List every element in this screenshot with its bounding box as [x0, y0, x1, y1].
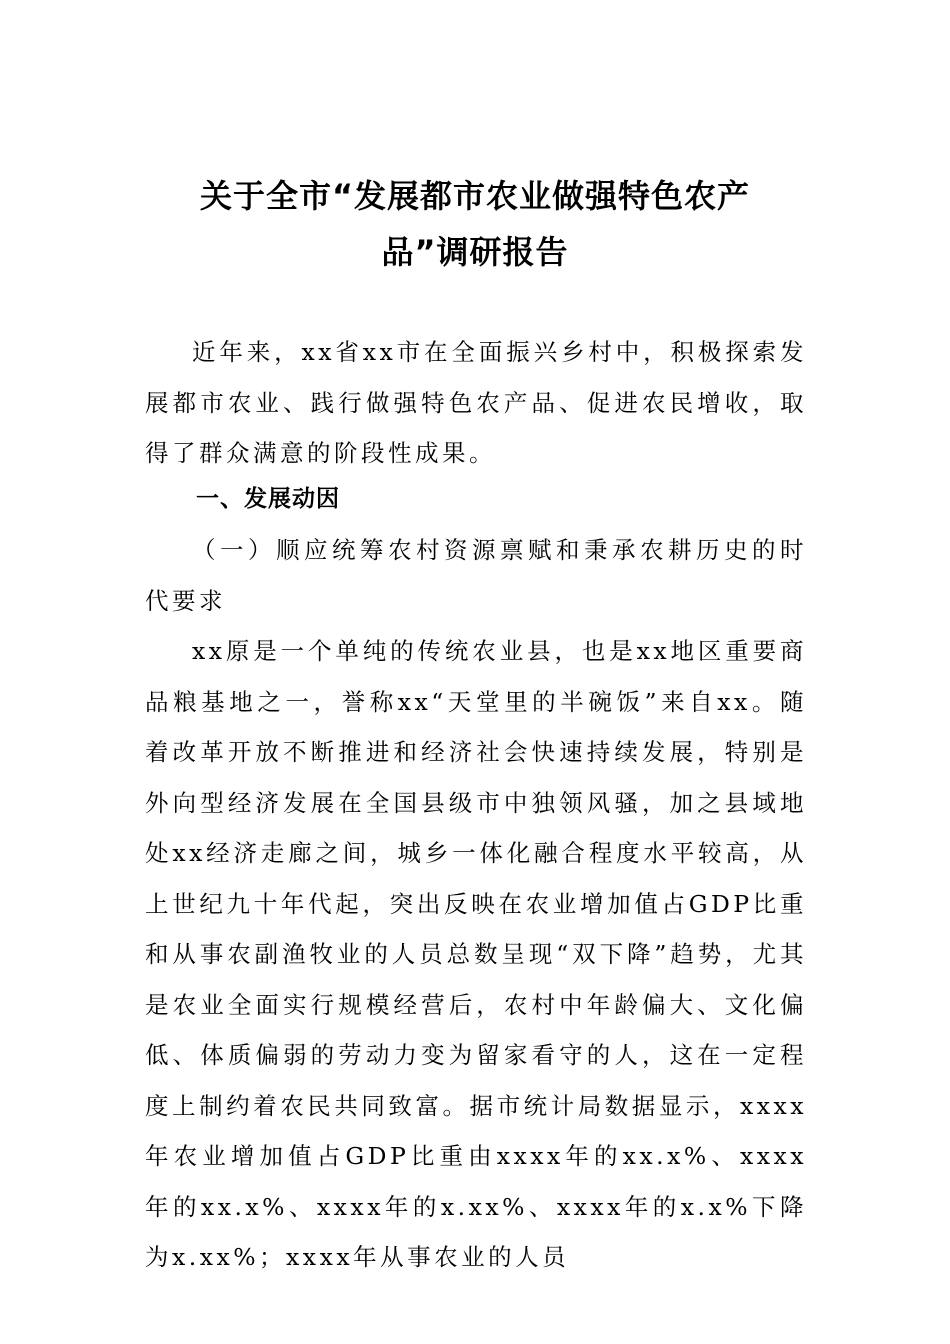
- subsection-block: [145, 525, 807, 626]
- document-title: [145, 168, 805, 280]
- section-heading-1: 一、发展动因: [196, 486, 340, 512]
- content-block: [145, 626, 807, 1283]
- intro-paragraph: 近年来，xx省xx市在全面振兴乡村中，积极探索发展都市农业、践行做强特色农产品、促进农民增收，取得了群众满意的阶段性成果。: [145, 338, 807, 467]
- intro-block: [145, 327, 807, 479]
- title-line-2: 品”调研报告: [381, 233, 569, 271]
- title-line-1: 关于全市“发展都市农业做强特色农产: [199, 177, 751, 215]
- body-paragraph-1: xx原是一个单纯的传统农业县，也是xx地区重要商品粮基地之一，誉称xx“天堂里的半碗饭”来自xx。随着改革开放不断推进和经济社会快速持续发展，特别是外向型经济发展在全国县级市中独领风骚，加之县域地处xx经济走廊之间，城乡一体化融合程度水平较高，从上世纪九十年代起，突出反映在农业增加值占GDP比重和从事农副渔牧业的人员总数呈现“双下降”趋势，尤其是农业全面实行规模经营后，农村中年龄偏大、文化偏低、体质偏弱的劳动力变为留家看守的人，这在一定程度上制约着农民共同致富。据市统计局数据显示，xxxx年农业增加值占GDP比重由xxxx年的xx.x%、xxxx年的xx.x%、xxxx年的x.xx%、xxxx年的x.x%下降为x.xx%；xxxx年从事农业的人员: [145, 637, 807, 1271]
- subsection-heading-1: （一）顺应统筹农村资源禀赋和秉承农耕历史的时代要求: [145, 536, 807, 615]
